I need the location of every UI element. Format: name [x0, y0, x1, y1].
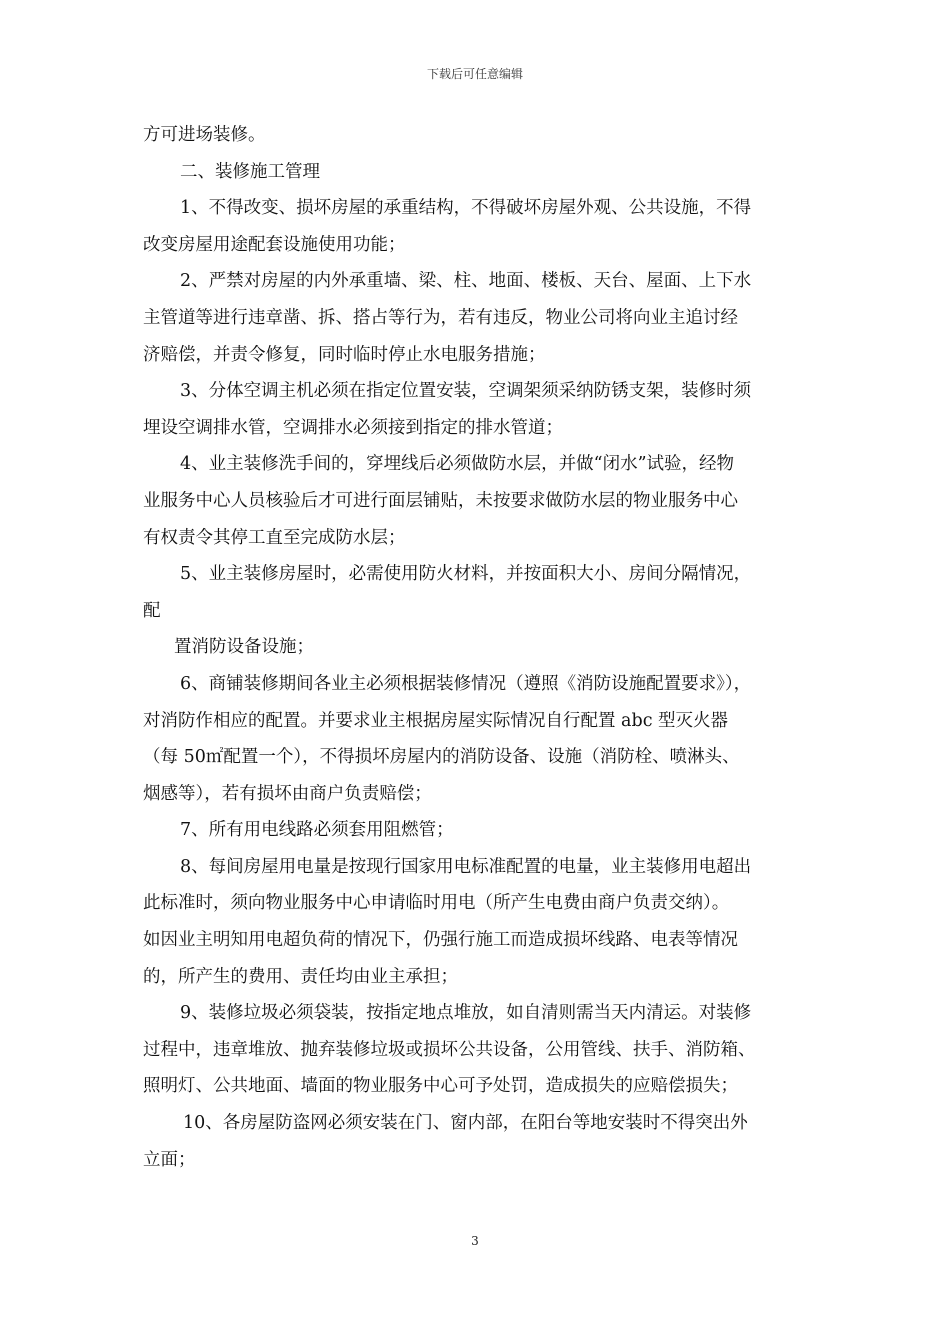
paragraph-line: 2、严禁对房屋的内外承重墙、梁、柱、地面、楼板、天台、屋面、上下水 [180, 271, 752, 292]
paragraph-line: 1、不得改变、损坏房屋的承重结构，不得破坏房屋外观、公共设施，不得 [180, 198, 752, 219]
paragraph-line: 主管道等进行违章凿、拆、搭占等行为，若有违反，物业公司将向业主追讨经 [143, 307, 738, 328]
paragraph-line: 有权责令其停工直至完成防水层； [143, 527, 406, 548]
paragraph-line: 改变房屋用途配套设施使用功能； [143, 234, 406, 255]
paragraph-line: 照明灯、公共地面、墙面的物业服务中心可予处罚，造成损失的应赔偿损失； [143, 1076, 738, 1097]
paragraph-line: 10、各房屋防盗网必须安装在门、窗内部，在阳台等地安装时不得突出外 [183, 1113, 748, 1134]
paragraph-line: 7、所有用电线路必须套用阻燃管； [180, 820, 454, 841]
paragraph-line: 烟感等），若有损坏由商户负责赔偿； [143, 783, 432, 804]
paragraph-line: 如因业主明知用电超负荷的情况下，仍强行施工而造成损坏线路、电表等情况 [143, 930, 738, 951]
page-number: 3 [471, 1234, 479, 1248]
paragraph-line: 的，所产生的费用、责任均由业主承担； [143, 966, 458, 987]
paragraph-line: 立面； [143, 1149, 196, 1170]
paragraph-line: （每 50㎡配置一个），不得损坏房屋内的消防设备、设施（消防栓、喷淋头、 [143, 747, 740, 768]
paragraph-line: 配 [143, 600, 161, 621]
paragraph-line: 置消防设备设施； [174, 637, 314, 658]
paragraph-line: 4、业主装修洗手间的，穿埋线后必须做防水层，并做“闭水”试验，经物 [180, 454, 735, 475]
page-header: 下载后可任意编辑 [426, 67, 523, 81]
paragraph-line: 方可进场装修。 [143, 125, 266, 145]
document-body [143, 124, 811, 1185]
paragraph-line: 埋设空调排水管，空调排水必须接到指定的排水管道； [143, 417, 563, 438]
paragraph-line: 过程中，违章堆放、抛弃装修垃圾或损坏公共设备，公用管线、扶手、消防箱、 [143, 1039, 756, 1060]
paragraph-line: 9、装修垃圾必须袋装，按指定地点堆放，如自清则需当天内清运。对装修 [180, 1003, 752, 1024]
paragraph-line: 业服务中心人员核验后才可进行面层铺贴，未按要求做防水层的物业服务中心 [143, 490, 738, 511]
paragraph-line: 3、分体空调主机必须在指定位置安装，空调架须采纳防锈支架，装修时须 [180, 381, 752, 402]
paragraph-line: 济赔偿，并责令修复，同时临时停止水电服务措施； [143, 344, 546, 365]
section-heading: 二、装修施工管理 [180, 161, 320, 182]
paragraph-line: 此标准时，须向物业服务中心申请临时用电（所产生电费由商户负责交纳）。 [143, 893, 730, 914]
paragraph-line: 6、商铺装修期间各业主必须根据装修情况（遵照《消防设施配置要求》）， [180, 673, 752, 694]
paragraph-line: 8、每间房屋用电量是按现行国家用电标准配置的电量，业主装修用电超出 [180, 856, 752, 877]
paragraph-line: 5、业主装修房屋时，必需使用防火材料，并按面积大小、房间分隔情况， [180, 564, 752, 585]
paragraph-line: 对消防作相应的配置。并要求业主根据房屋实际情况自行配置 abc 型灭火器 [143, 710, 729, 731]
